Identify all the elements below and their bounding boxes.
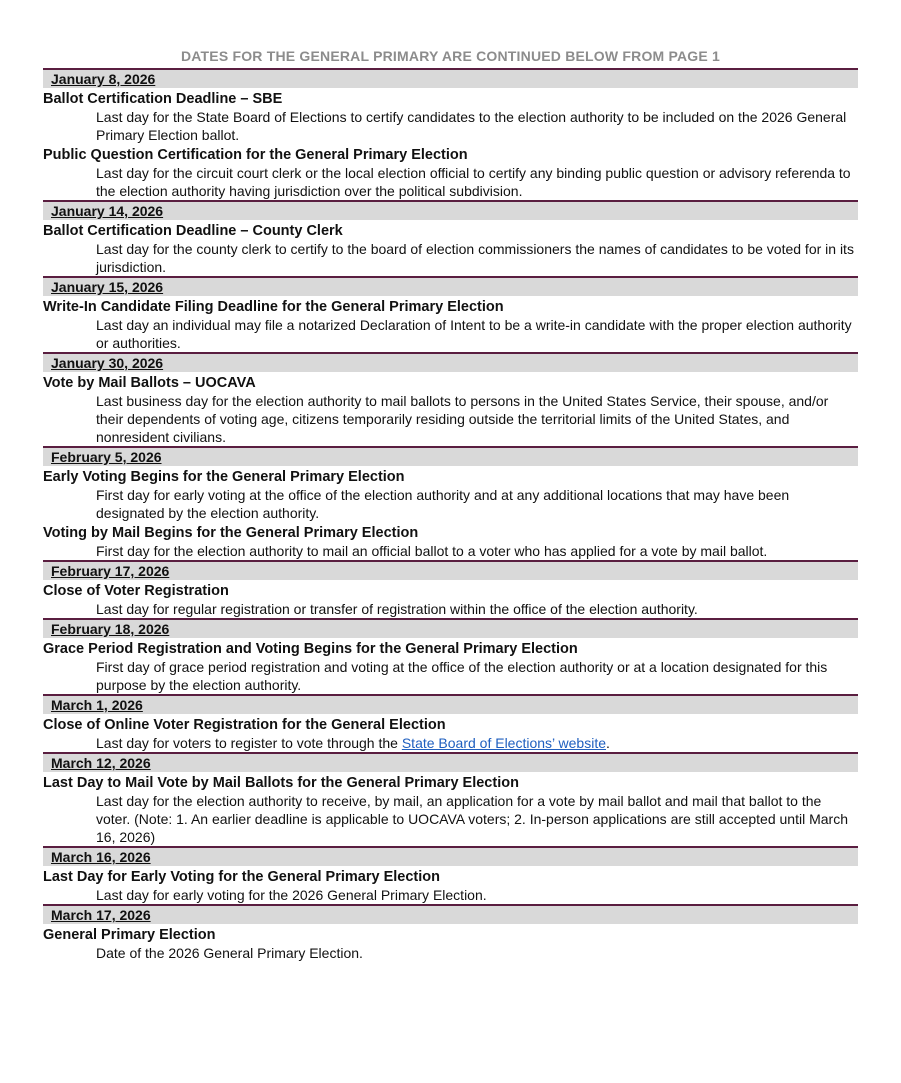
date-heading: February 18, 2026	[43, 618, 858, 638]
deadline-description	[43, 734, 858, 752]
deadline-title: Ballot Certification Deadline – County Clerk	[43, 223, 343, 239]
date-heading: February 17, 2026	[43, 560, 858, 580]
date-heading: January 14, 2026	[43, 200, 858, 220]
deadline-description: First day for the election authority to mail an official ballot to a voter who has applied for a vote by mail ballot.	[96, 543, 768, 559]
deadline-description: Last day for the county clerk to certify to the board of election commissioners the names of candidates to be voted for in its jurisdiction.	[96, 241, 854, 275]
deadline-description: Last business day for the election authority to mail ballots to persons in the United States Service, their spouse, and/or their dependents of voting age, citizens temporarily residing outside the territorial limits of the United States, and nonresident civilians.	[96, 393, 829, 445]
date-heading: March 17, 2026	[43, 904, 858, 924]
deadline-description: Last day an individual may file a notarized Declaration of Intent to be a write-in candidate with the proper election authority or authorities.	[96, 317, 852, 351]
deadline-description: Last day for regular registration or transfer of registration within the office of the election authority.	[96, 601, 698, 617]
date-heading: January 15, 2026	[43, 276, 858, 296]
deadline-title: Vote by Mail Ballots – UOCAVA	[43, 375, 256, 391]
deadline-description: Date of the 2026 General Primary Election.	[96, 945, 363, 961]
document-page	[43, 46, 858, 962]
deadline-title: Write-In Candidate Filing Deadline for the General Primary Election	[43, 299, 504, 315]
deadline-description: Last day for the election authority to receive, by mail, an application for a vote by mail ballot and mail that ballot to the voter. (Note: 1. An earlier deadline is applicable to UOCAVA voters; 2. In-person applications are still accepted until March 16, 2026)	[96, 793, 848, 845]
deadline-title: Grace Period Registration and Voting Begins for the General Primary Election	[43, 641, 578, 657]
sbe-website-link[interactable]: State Board of Elections’ website	[401, 735, 606, 751]
deadline-description: First day for early voting at the office of the election authority and at any additional locations that may have been designated by the election authority.	[96, 487, 790, 521]
calendar-sections	[43, 68, 858, 962]
deadline-title: Early Voting Begins for the General Primary Election	[43, 469, 405, 485]
date-heading: March 1, 2026	[43, 694, 858, 714]
deadline-title: Close of Online Voter Registration for the General Election	[43, 717, 446, 733]
date-heading: February 5, 2026	[43, 446, 858, 466]
date-heading: March 12, 2026	[43, 752, 858, 772]
deadline-title: Public Question Certification for the General Primary Election	[43, 147, 468, 163]
deadline-title: Last Day for Early Voting for the General Primary Election	[43, 869, 440, 885]
deadline-title: Close of Voter Registration	[43, 583, 229, 599]
deadline-description: Last day for the circuit court clerk or the local election official to certify any binding public question or advisory referenda to the election authority having jurisdiction over the political subdivision.	[96, 165, 851, 199]
description-text-end: .	[606, 735, 610, 751]
deadline-title: Ballot Certification Deadline – SBE	[43, 91, 283, 107]
date-heading: January 8, 2026	[43, 68, 858, 88]
continuation-banner: DATES FOR THE GENERAL PRIMARY ARE CONTINUED BELOW FROM PAGE 1	[180, 48, 721, 64]
deadline-title: Voting by Mail Begins for the General Primary Election	[43, 525, 419, 541]
deadline-description: Last day for the State Board of Elections to certify candidates to the election authority to be included on the 2026 General Primary Election ballot.	[96, 109, 847, 143]
deadline-title: General Primary Election	[43, 927, 216, 943]
date-heading: January 30, 2026	[43, 352, 858, 372]
deadline-description: First day of grace period registration and voting at the office of the election authority or at a location designated for this purpose by the election authority.	[96, 659, 828, 693]
deadline-title: Last Day to Mail Vote by Mail Ballots for the General Primary Election	[43, 775, 519, 791]
description-text: Last day for voters to register to vote through the	[96, 735, 402, 751]
date-heading: March 16, 2026	[43, 846, 858, 866]
deadline-description: Last day for early voting for the 2026 General Primary Election.	[96, 887, 487, 903]
